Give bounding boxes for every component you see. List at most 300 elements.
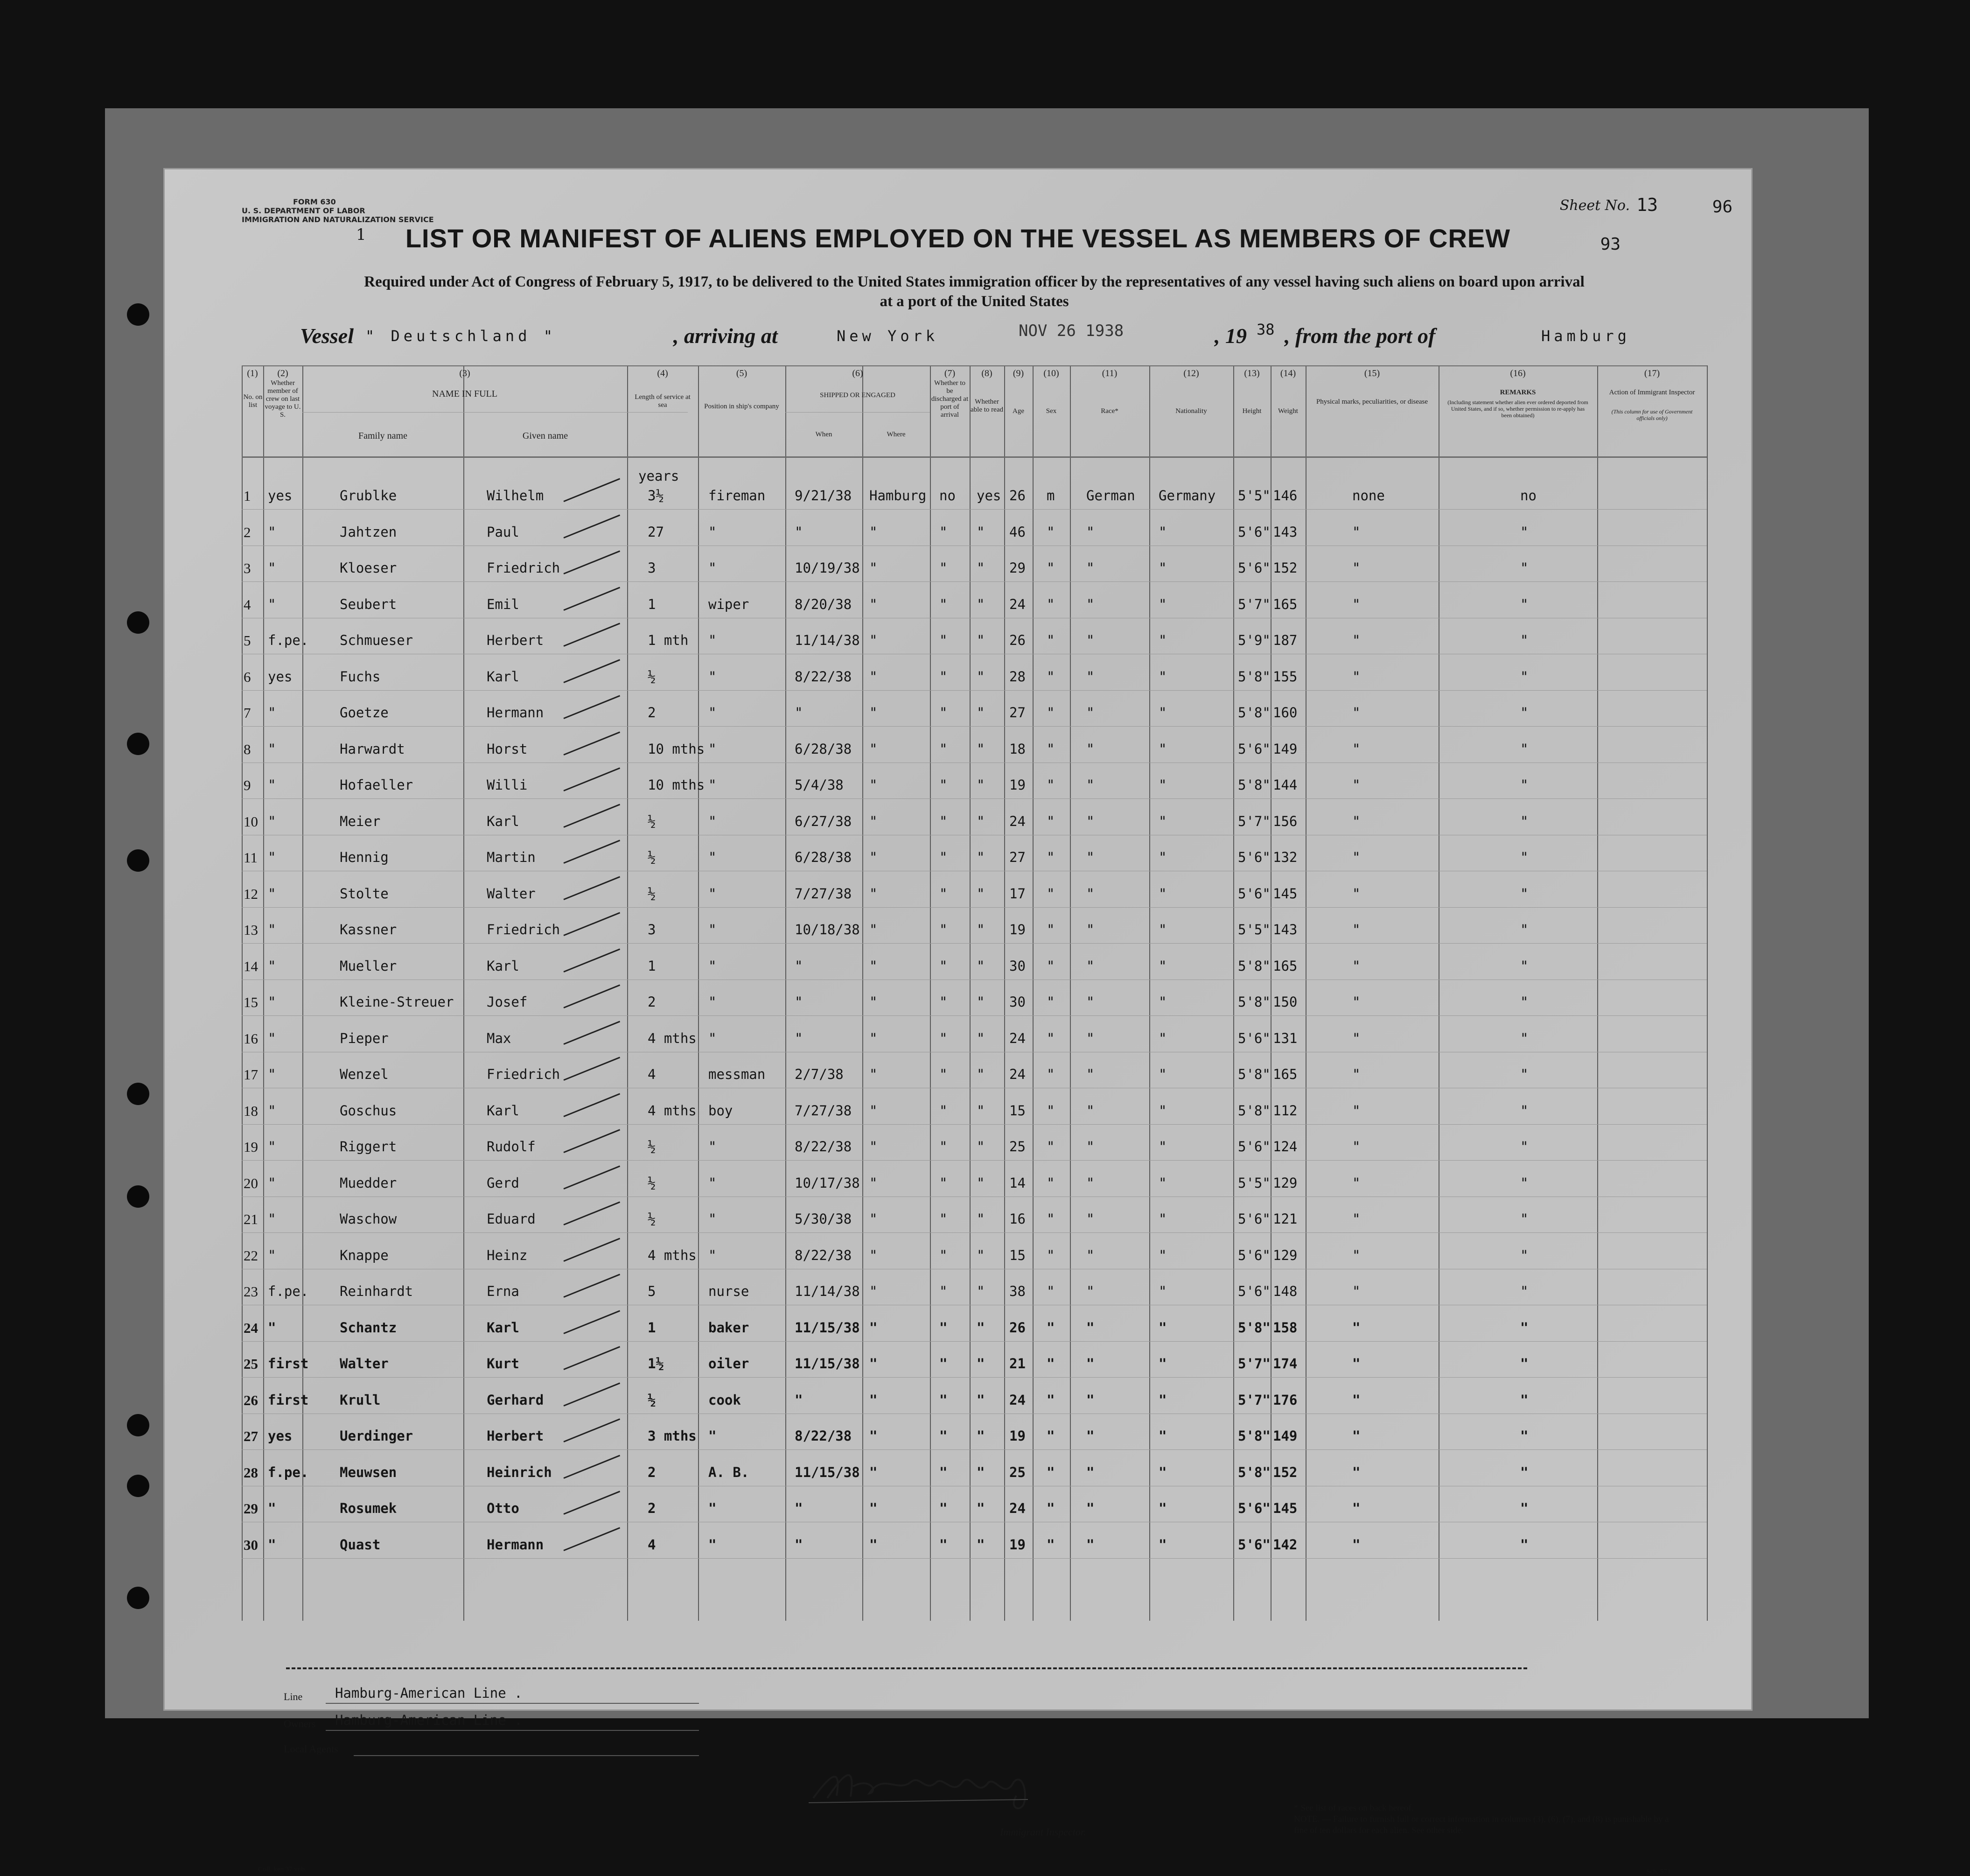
sex: " (1047, 994, 1055, 1010)
able-to-read: " (977, 1500, 985, 1516)
table-row (242, 1422, 1707, 1458)
shipped-when: 10/17/38 (795, 1175, 860, 1191)
shipped-where: " (869, 849, 878, 865)
remarks: " (1520, 813, 1529, 829)
last-voyage: yes (268, 488, 293, 504)
check-mark (563, 1491, 620, 1514)
able-to-read: " (977, 1428, 985, 1444)
physical-marks: " (1352, 632, 1361, 648)
service-length: 3 (648, 560, 656, 576)
remarks: " (1520, 1283, 1529, 1299)
age: 24 (1009, 1392, 1026, 1408)
age: 25 (1009, 1464, 1026, 1480)
family-name: Krull (340, 1392, 381, 1408)
position: " (708, 1500, 717, 1516)
binder-hole (127, 849, 149, 872)
row-number: 19 (244, 1139, 258, 1155)
physical-marks: " (1352, 705, 1361, 721)
given-name: Karl (487, 813, 519, 829)
family-name: Kloeser (340, 560, 397, 576)
family-name: Riggert (340, 1139, 397, 1155)
service-length: 10 mths (648, 777, 705, 793)
remarks: " (1520, 668, 1529, 685)
able-to-read: " (977, 994, 985, 1010)
collection-mark: Coll. ken 37 vnb. (258, 1866, 307, 1873)
col-12-number: (12) (1183, 368, 1199, 378)
height: 5'6" (1238, 1247, 1271, 1263)
col-11-header: Race* (1101, 407, 1118, 415)
age: 15 (1009, 1247, 1026, 1263)
position: oiler (708, 1356, 749, 1372)
last-voyage: first (268, 1356, 309, 1372)
remarks: " (1520, 1536, 1529, 1553)
check-mark (563, 1310, 620, 1334)
row-number: 6 (244, 668, 251, 685)
age: 24 (1009, 1066, 1026, 1082)
owners-value: Hamburg-American Line . (335, 1712, 523, 1728)
shipped-when: " (795, 958, 803, 974)
age: 29 (1009, 560, 1026, 576)
physical-marks: " (1352, 994, 1361, 1010)
last-voyage: " (268, 1536, 276, 1553)
service-length: 2 (648, 705, 656, 721)
shipped-when: " (795, 1030, 803, 1046)
height: 5'8" (1238, 668, 1271, 685)
physical-marks: " (1352, 1211, 1361, 1227)
position: messman (708, 1066, 766, 1082)
to-be-discharged: " (939, 1247, 948, 1263)
last-voyage: " (268, 1319, 276, 1336)
check-mark (563, 840, 620, 863)
row-number: 24 (244, 1319, 258, 1336)
row-number: 20 (244, 1175, 258, 1191)
remarks: " (1520, 1030, 1529, 1046)
position: A. B. (708, 1464, 749, 1480)
age: 28 (1009, 668, 1026, 685)
remarks: " (1520, 560, 1529, 576)
binder-hole (127, 1083, 149, 1105)
nationality: " (1159, 705, 1167, 721)
col-9-header: Age (1013, 407, 1024, 415)
able-to-read: " (977, 1536, 985, 1553)
family-name: Goetze (340, 705, 389, 721)
col-6-number: (6) (852, 368, 863, 378)
height: 5'6" (1238, 560, 1271, 576)
shipped-where: " (869, 922, 878, 938)
sex: " (1047, 596, 1055, 612)
years-label: years (638, 468, 679, 484)
given-name: Wilhelm (487, 488, 544, 504)
table-row (242, 1459, 1707, 1495)
service-length: 5 (648, 1283, 656, 1299)
service-length: 1 mth (648, 632, 689, 648)
shipped-where: " (869, 741, 878, 757)
able-to-read: " (977, 813, 985, 829)
family-name: Walter (340, 1356, 389, 1372)
remarks: " (1520, 885, 1529, 902)
physical-marks: " (1352, 596, 1361, 612)
physical-marks: " (1352, 1283, 1361, 1299)
given-name: Heinz (487, 1247, 528, 1263)
row-number: 17 (244, 1066, 258, 1083)
age: 17 (1009, 885, 1026, 902)
position: " (708, 777, 717, 793)
race: " (1086, 1211, 1095, 1227)
position: " (708, 1139, 717, 1155)
footnote (1294, 1803, 1677, 1836)
col-1-number: (1) (247, 368, 258, 378)
col-14-header: Weight (1278, 407, 1298, 415)
last-voyage: " (268, 1175, 276, 1191)
given-name: Walter (487, 885, 536, 902)
check-mark (563, 1382, 620, 1406)
nationality: " (1159, 1283, 1167, 1299)
weight: 112 (1273, 1102, 1298, 1119)
row-number: 23 (244, 1283, 258, 1300)
able-to-read: yes (977, 488, 1001, 504)
remarks: " (1520, 1428, 1529, 1444)
position: " (708, 1428, 717, 1444)
height: 5'8" (1238, 1428, 1271, 1444)
shipped-where: " (869, 1428, 878, 1444)
shipped-when: 11/15/38 (795, 1356, 860, 1372)
to-be-discharged: " (939, 1066, 948, 1082)
service-length: 4 (648, 1536, 656, 1553)
last-voyage: yes (268, 668, 293, 685)
remarks: " (1520, 1464, 1529, 1480)
table-row (242, 1242, 1707, 1278)
able-to-read: " (977, 1247, 985, 1263)
height: 5'7" (1238, 1356, 1271, 1372)
check-mark (563, 1274, 620, 1297)
given-name: Emil (487, 596, 519, 612)
shipped-when: " (795, 705, 803, 721)
check-mark (563, 623, 620, 646)
col-3b-header: Given name (522, 431, 568, 441)
arriving-label: , arriving at (673, 324, 778, 348)
nationality: " (1159, 1464, 1167, 1480)
family-name: Wenzel (340, 1066, 389, 1082)
shipped-where: " (869, 705, 878, 721)
nationality: " (1159, 560, 1167, 576)
sex: " (1047, 1066, 1055, 1082)
position: " (708, 994, 717, 1010)
to-be-discharged: " (939, 1428, 948, 1444)
col-4-header: Length of service at sea (635, 393, 691, 409)
remarks: " (1520, 849, 1529, 865)
service-length: 1 (648, 1319, 656, 1336)
service-length: ½ (648, 1392, 656, 1408)
family-name: Hennig (340, 849, 389, 865)
row-number: 30 (244, 1536, 258, 1553)
check-mark (563, 804, 620, 827)
shipped-where: " (869, 1139, 878, 1155)
family-name: Rosumek (340, 1500, 397, 1516)
row-number: 5 (244, 632, 251, 649)
sex: " (1047, 1211, 1055, 1227)
to-be-discharged: " (939, 1536, 948, 1553)
shipped-where: " (869, 994, 878, 1010)
table-row (242, 808, 1707, 844)
shipped-where: " (869, 668, 878, 685)
able-to-read: " (977, 524, 985, 540)
nationality: " (1159, 1175, 1167, 1191)
given-name: Kurt (487, 1356, 519, 1372)
service-length: ½ (648, 668, 656, 685)
table-row (242, 554, 1707, 590)
physical-marks: " (1352, 1066, 1361, 1082)
family-name: Muedder (340, 1175, 397, 1191)
race: " (1086, 668, 1095, 685)
to-be-discharged: " (939, 560, 948, 576)
height: 5'6" (1238, 849, 1271, 865)
shipped-when: 5/4/38 (795, 777, 844, 793)
last-voyage: " (268, 560, 276, 576)
shipped-where: " (869, 1175, 878, 1191)
position: fireman (708, 488, 766, 504)
physical-marks: " (1352, 1500, 1361, 1516)
family-name: Mueller (340, 958, 397, 974)
race: " (1086, 1536, 1095, 1553)
position: " (708, 560, 717, 576)
weight: 149 (1273, 741, 1298, 757)
col-8-header: Whether able to read (971, 398, 1003, 413)
physical-marks: " (1352, 1030, 1361, 1046)
service-length: ½ (648, 813, 656, 829)
race: " (1086, 1392, 1095, 1408)
shipped-where: " (869, 1464, 878, 1480)
able-to-read: " (977, 958, 985, 974)
table-row (242, 735, 1707, 771)
shipped-when: 7/27/38 (795, 885, 852, 902)
remarks: " (1520, 524, 1529, 540)
table-row (242, 1350, 1707, 1386)
col-13-number: (13) (1244, 368, 1260, 378)
shipped-where: " (869, 560, 878, 576)
col-15-header: Physical marks, peculiarities, or disease (1316, 398, 1428, 406)
table-row (242, 916, 1707, 952)
weight: 150 (1273, 994, 1298, 1010)
last-voyage: " (268, 1102, 276, 1119)
family-name: Meier (340, 813, 381, 829)
race: " (1086, 813, 1095, 829)
race: " (1086, 705, 1095, 721)
height: 5'7" (1238, 596, 1271, 612)
position: " (708, 922, 717, 938)
race: " (1086, 1247, 1095, 1263)
shipped-when: 8/20/38 (795, 596, 852, 612)
weight: 145 (1273, 885, 1298, 902)
nationality: " (1159, 813, 1167, 829)
row-number: 22 (244, 1247, 258, 1264)
physical-marks: " (1352, 1392, 1361, 1408)
row-number: 9 (244, 777, 251, 793)
row-number: 10 (244, 813, 258, 830)
service-length: 4 mths (648, 1030, 697, 1046)
given-name: Paul (487, 524, 519, 540)
subtitle-line-2: at a port of the United States (880, 293, 1069, 310)
table-row (242, 663, 1707, 699)
to-be-discharged: " (939, 1102, 948, 1119)
shipped-where: Hamburg (869, 488, 927, 504)
able-to-read: " (977, 668, 985, 685)
height: 5'8" (1238, 1066, 1271, 1082)
race: " (1086, 922, 1095, 938)
physical-marks: none (1352, 488, 1385, 504)
height: 5'6" (1238, 741, 1271, 757)
table-row (242, 1205, 1707, 1241)
weight: 144 (1273, 777, 1298, 793)
family-name: Uerdinger (340, 1428, 413, 1444)
table-row (242, 1025, 1707, 1061)
physical-marks: " (1352, 849, 1361, 865)
service-length: ½ (648, 849, 656, 865)
position: wiper (708, 596, 749, 612)
sex: " (1047, 1175, 1055, 1191)
weight: 155 (1273, 668, 1298, 685)
local-agents-label: Local Agents (284, 1743, 338, 1755)
physical-marks: " (1352, 560, 1361, 576)
races-note: * See list of races on back hereof. (1294, 1803, 1414, 1813)
last-voyage: " (268, 1030, 276, 1046)
shipped-where: " (869, 1500, 878, 1516)
margin-mark: 1 (356, 225, 366, 244)
position: cook (708, 1392, 741, 1408)
end-of-list-line (286, 1667, 1527, 1669)
weight: 129 (1273, 1175, 1298, 1191)
physical-marks: " (1352, 1319, 1361, 1336)
weight: 174 (1273, 1356, 1298, 1372)
race: " (1086, 1428, 1095, 1444)
weight: 124 (1273, 1139, 1298, 1155)
age: 24 (1009, 813, 1026, 829)
shipped-when: " (795, 524, 803, 540)
row-number: 13 (244, 922, 258, 938)
service-length: 4 mths (648, 1102, 697, 1119)
col-2-number: (2) (277, 368, 288, 378)
able-to-read: " (977, 1175, 985, 1191)
given-name: Karl (487, 1102, 519, 1119)
col-3a-header: Family name (358, 431, 407, 441)
shipped-where: " (869, 1536, 878, 1553)
given-name: Friedrich (487, 922, 560, 938)
nationality: " (1159, 1536, 1167, 1553)
height: 5'8" (1238, 994, 1271, 1010)
age: 30 (1009, 958, 1026, 974)
remarks: " (1520, 1175, 1529, 1191)
col-9-number: (9) (1013, 368, 1024, 378)
age: 26 (1009, 632, 1026, 648)
age: 15 (1009, 1102, 1026, 1119)
line-label: Line (284, 1691, 303, 1702)
given-name: Friedrich (487, 560, 560, 576)
shipped-where: " (869, 1247, 878, 1263)
department-name: U. S. DEPARTMENT OF LABOR (242, 206, 365, 215)
position: " (708, 668, 717, 685)
col-17-number: (17) (1644, 368, 1660, 378)
given-name: Hermann (487, 1536, 544, 1553)
age: 46 (1009, 524, 1026, 540)
check-mark (563, 659, 620, 683)
height: 5'8" (1238, 705, 1271, 721)
check-mark (563, 1346, 620, 1370)
weight: 121 (1273, 1211, 1298, 1227)
check-mark (563, 1418, 620, 1442)
remarks: " (1520, 1247, 1529, 1263)
row-number: 2 (244, 524, 251, 540)
race: " (1086, 1066, 1095, 1082)
race: German (1086, 488, 1135, 504)
binder-hole (127, 1475, 149, 1497)
col-17-header: Action of Immigrant Inspector (1609, 389, 1695, 396)
col-10-number: (10) (1043, 368, 1059, 378)
service-length: 4 (648, 1066, 656, 1082)
row-number: 11 (244, 849, 258, 866)
race: " (1086, 524, 1095, 540)
sex: " (1047, 1536, 1055, 1553)
height: 5'6" (1238, 885, 1271, 902)
sex: " (1047, 1283, 1055, 1299)
height: 5'7" (1238, 813, 1271, 829)
table-row (242, 1169, 1707, 1205)
table-row (242, 1531, 1707, 1567)
height: 5'6" (1238, 1030, 1271, 1046)
family-name: Waschow (340, 1211, 397, 1227)
height: 5'8" (1238, 777, 1271, 793)
check-mark (563, 1021, 620, 1044)
family-name: Meuwsen (340, 1464, 397, 1480)
remarks: " (1520, 705, 1529, 721)
shipped-where: " (869, 1211, 878, 1227)
physical-marks: " (1352, 1464, 1361, 1480)
col-6-header: SHIPPED OR ENGAGED (820, 392, 895, 399)
shipped-where: " (869, 813, 878, 829)
service-length: ½ (648, 1139, 656, 1155)
sex: " (1047, 524, 1055, 540)
nationality: " (1159, 1428, 1167, 1444)
weight: 152 (1273, 1464, 1298, 1480)
height: 5'7" (1238, 1392, 1271, 1408)
row-number: 4 (244, 596, 251, 613)
remarks: " (1520, 1066, 1529, 1082)
given-name: Rudolf (487, 1139, 536, 1155)
service-length: ½ (648, 885, 656, 902)
binder-hole (127, 303, 149, 326)
able-to-read: " (977, 1392, 985, 1408)
race: " (1086, 560, 1095, 576)
sheet-number: 13 (1636, 195, 1658, 215)
service-length: 1½ (648, 1356, 664, 1372)
given-name: Eduard (487, 1211, 536, 1227)
height: 5'6" (1238, 1500, 1271, 1516)
race: " (1086, 1139, 1095, 1155)
service-length: 1 (648, 958, 656, 974)
age: 24 (1009, 1500, 1026, 1516)
shipped-where: " (869, 632, 878, 648)
age: 18 (1009, 741, 1026, 757)
check-mark (563, 587, 620, 610)
shipped-where: " (869, 1392, 878, 1408)
nationality: " (1159, 1356, 1167, 1372)
row-number: 28 (244, 1464, 258, 1481)
shipped-when: " (795, 1500, 803, 1516)
last-voyage: " (268, 741, 276, 757)
remarks: " (1520, 958, 1529, 974)
nationality: " (1159, 958, 1167, 974)
race: " (1086, 994, 1095, 1010)
age: 19 (1009, 1536, 1026, 1553)
height: 5'8" (1238, 1102, 1271, 1119)
